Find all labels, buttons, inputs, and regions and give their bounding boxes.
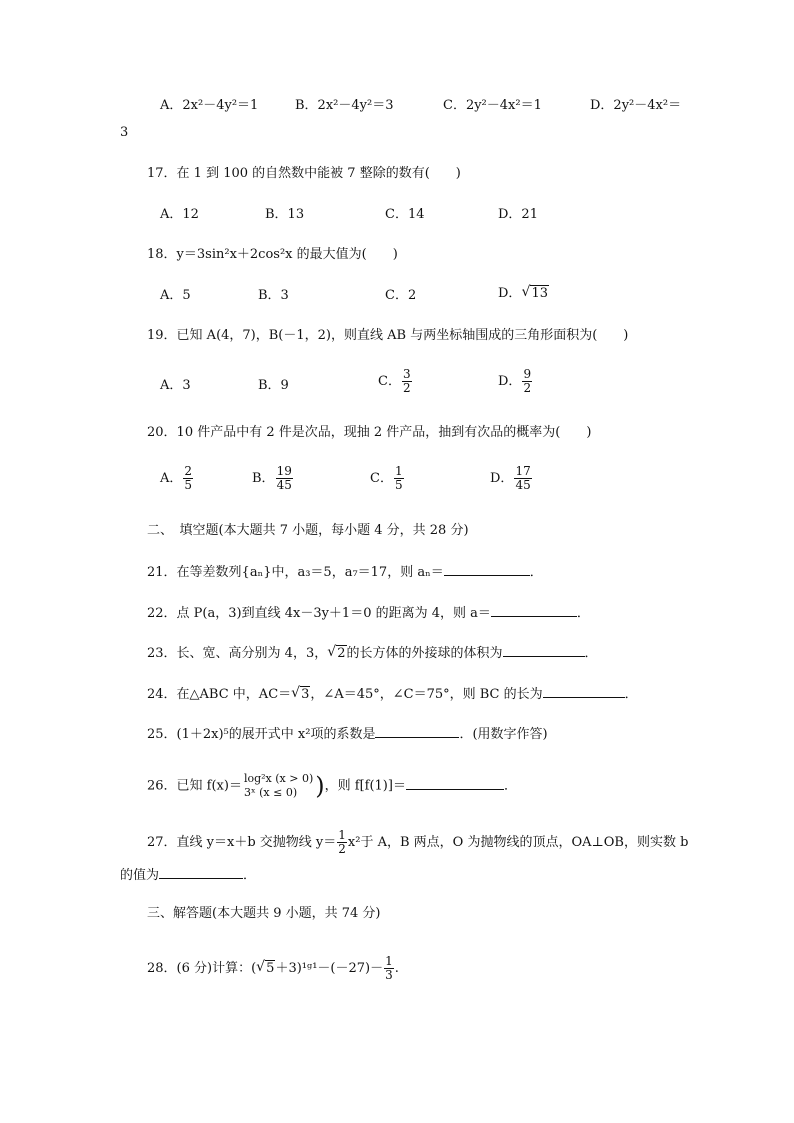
q21: 21．在等差数列{aₙ}中，a₃＝5，a₇＝17，则 aₙ＝ ． <box>147 565 543 580</box>
q28: 28．(6 分)计算：( √ 5＋3)¹ᵍ¹－(－27)－ $\frac{1}{3}$ . <box>147 954 399 982</box>
q18-option-c: C．2 <box>385 288 417 303</box>
q20-option-b: B． $\frac{19}{45}$ <box>252 464 292 492</box>
q16-option-b: B．2x²－4y²＝3 <box>295 98 394 113</box>
q16-option-a: A．2x²－4y²＝1 <box>160 98 259 113</box>
q16-option-d-wrap: 3 <box>120 125 129 140</box>
fraction: $\frac{1}{2}$ <box>338 828 346 856</box>
brace-symbol: ) <box>315 772 325 800</box>
section-3-heading: 三、解答题(本大题共 9 小题，共 74 分) <box>147 906 381 921</box>
answer-blank[interactable] <box>503 644 585 657</box>
q18-stem: 18．y＝3sin²x＋2cos²x 的最大值为( ) <box>147 247 398 262</box>
q20-option-d: D． $\frac{17}{45}$ <box>490 464 531 492</box>
q16-option-d: D．2y²－4x²＝ <box>590 98 682 113</box>
answer-blank[interactable] <box>444 563 530 576</box>
q27: 27．直线 y＝x＋b 交抛物线 y＝ $\frac{1}{2}$ x²于 A，B 两点，O 为抛物线的顶点，OA⊥OB，则实数 b <box>147 828 689 856</box>
q24: 24．在△ABC 中，AC＝ √ 3，∠A＝45°，∠C＝75°，则 BC 的长为 ． <box>147 685 638 702</box>
fraction: $\frac{3}{2}$ <box>402 367 411 395</box>
fraction: $\frac{1}{3}$ <box>385 954 393 982</box>
q25: 25．(1＋2x)⁵的展开式中 x²项的系数是 ．(用数字作答) <box>147 727 548 742</box>
fraction: $\frac{19}{45}$ <box>276 464 292 492</box>
q20-option-c: C． $\frac{1}{5}$ <box>370 464 403 492</box>
q19-option-b: B．9 <box>258 378 289 393</box>
q19-option-c: C． $\frac{3}{2}$ <box>378 367 411 395</box>
q17-option-a: A．12 <box>160 207 199 222</box>
q18-option-a: A．5 <box>160 288 191 303</box>
q19-option-d: D． $\frac{9}{2}$ <box>498 367 532 395</box>
q18-option-b: B．3 <box>258 288 289 303</box>
q19-option-a: A．3 <box>160 378 191 393</box>
q16-option-c: C．2y²－4x²＝1 <box>443 98 542 113</box>
q22: 22．点 P(a，3)到直线 4x－3y＋1＝0 的距离为 4，则 a＝ ． <box>147 606 590 621</box>
q18-option-d: D． √ 13 <box>498 284 548 301</box>
sqrt-symbol: √ 5 <box>256 959 275 976</box>
q26: 26．已知 f(x)＝ log²x (x > 0) 3ˣ (x ≤ 0) )，则 f[f(1)]＝ ． <box>147 772 517 800</box>
answer-blank[interactable] <box>406 777 504 790</box>
answer-blank[interactable] <box>543 685 625 698</box>
q20-option-a: A． $\frac{2}{5}$ <box>160 464 193 492</box>
q23: 23．长、宽、高分别为 4，3， √ 2的长方体的外接球的体积为 ． <box>147 644 598 661</box>
fraction: $\frac{17}{45}$ <box>515 464 531 492</box>
answer-blank[interactable] <box>491 604 577 617</box>
answer-blank[interactable] <box>375 725 459 738</box>
q17-stem: 17．在 1 到 100 的自然数中能被 7 整除的数有( ) <box>147 166 461 181</box>
fraction: $\frac{1}{5}$ <box>394 464 403 492</box>
q20-stem: 20．10 件产品中有 2 件是次品，现抽 2 件产品，抽到有次品的概率为( ) <box>147 425 592 440</box>
section-2-heading: 二、 填空题(本大题共 7 小题，每小题 4 分，共 28 分) <box>147 523 469 538</box>
sqrt-symbol: √ 13 <box>521 284 548 301</box>
piecewise-cases: log²x (x > 0) 3ˣ (x ≤ 0) <box>243 772 314 799</box>
q17-option-c: C．14 <box>385 207 425 222</box>
q27-line2: 的值为 ． <box>120 868 257 883</box>
q17-option-b: B．13 <box>265 207 305 222</box>
answer-blank[interactable] <box>159 866 243 879</box>
sqrt-symbol: √ 3 <box>291 685 310 702</box>
sqrt-symbol: √ 2 <box>327 644 346 661</box>
fraction: $\frac{9}{2}$ <box>523 367 532 395</box>
fraction: $\frac{2}{5}$ <box>184 464 193 492</box>
q19-stem: 19．已知 A(4，7)，B(－1，2)，则直线 AB 与两坐标轴围成的三角形面积为( ) <box>147 328 629 343</box>
q17-option-d: D．21 <box>498 207 538 222</box>
